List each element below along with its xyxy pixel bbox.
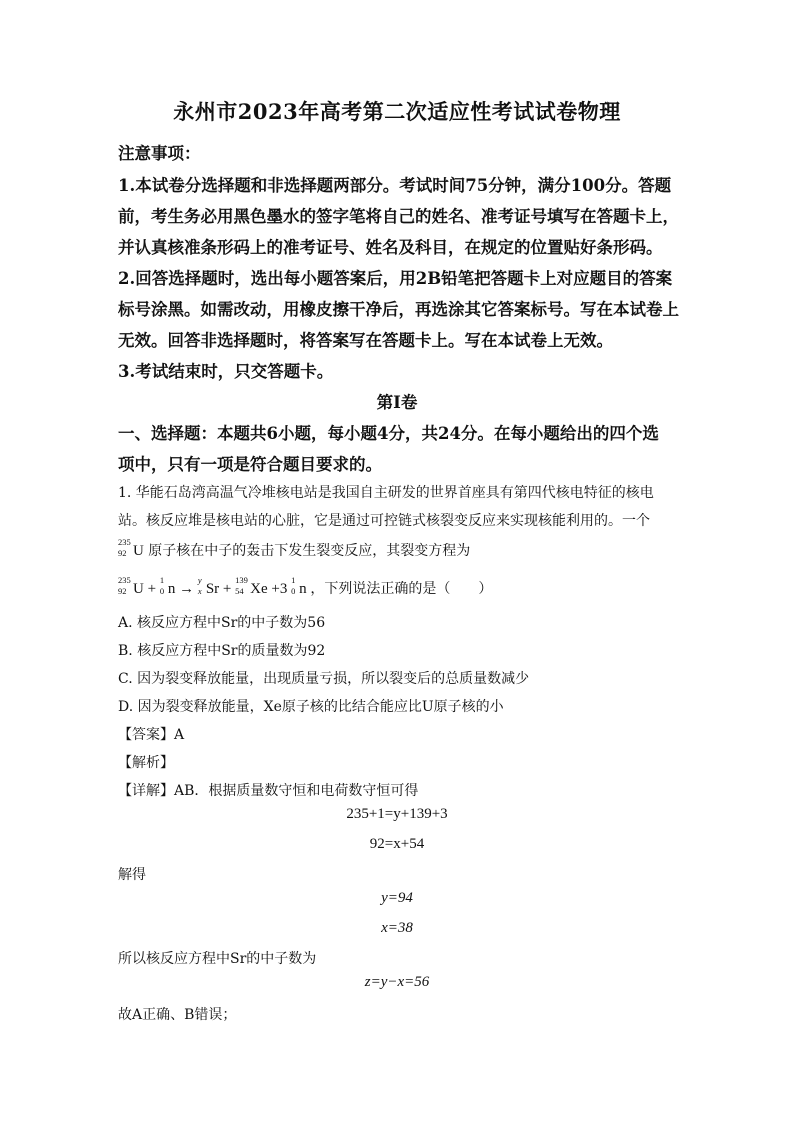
detail-text: 【详解】AB．根据质量数守恒和电荷数守恒可得: [118, 783, 419, 799]
option-b: B. 核反应方程中Sr的质量数为92: [118, 643, 326, 659]
exam-title: 永州市2023年高考第二次适应性考试试卷物理: [173, 99, 621, 124]
equation-mass: 235+1=y+139+3: [346, 806, 448, 822]
notice-line: 并认真核准条形码上的准考证号、姓名及科目，在规定的位置贴好条形码。: [118, 238, 663, 257]
question-text: 站。核反应堆是核电站的心脏，它是通过可控链式核裂变反应来实现核能利用的。一个: [118, 513, 650, 529]
solution-x: x=38: [381, 920, 413, 936]
fission-equation: 235 92 U + 1 0 n → y x Sr + 139 54 Xe +3 1 0 n ，下列说法正确的是（ ）: [118, 575, 493, 598]
notice-line: 1.本试卷分选择题和非选择题两部分。考试时间75分钟，满分100分。答题: [118, 176, 672, 195]
section-heading: 项中，只有一项是符合题目要求的。: [118, 455, 382, 474]
nucleus-sr: y x Sr: [197, 575, 220, 598]
reaction-arrow: →: [179, 581, 195, 597]
conclusion-text: 故A正确、B错误；: [118, 1007, 237, 1023]
uranium-nucleus: 235 92 U: [118, 536, 144, 559]
notice-line: 2.回答选择题时，选出每小题答案后，用2B铅笔把答题卡上对应题目的答案: [118, 269, 673, 288]
solution-y: y=94: [381, 890, 413, 906]
notice-line: 前，考生务必用黑色墨水的签字笔将自己的姓名、准考证号填写在答题卡上，: [118, 207, 679, 226]
option-c: C. 因为裂变释放能量，出现质量亏损，所以裂变后的总质量数减少: [118, 671, 530, 687]
section-heading: 一、选择题：本题共6小题，每小题4分，共24分。在每小题给出的四个选: [118, 424, 659, 443]
notice-line: 3.考试结束时，只交答题卡。: [118, 362, 334, 381]
notice-line: 标号涂黑。如需改动，用橡皮擦干净后，再选涂其它答案标号。写在本试卷上: [118, 300, 679, 319]
nucleus-xe: 139 54 Xe: [235, 575, 268, 598]
nucleus-neutron: 1 0 n: [291, 575, 307, 598]
question-text: 1. 华能石岛湾高温气冷堆核电站是我国自主研发的世界首座具有第四代核电特征的核电: [118, 485, 654, 501]
option-d: D. 因为裂变释放能量，Xe原子核的比结合能应比U原子核的小: [118, 699, 504, 715]
answer-label: 【答案】A: [118, 727, 185, 743]
solve-label: 解得: [118, 867, 146, 883]
notice-line: 无效。回答非选择题时，将答案写在答题卡上。写在本试卷上无效。: [118, 331, 613, 350]
nucleus-neutron: 1 0 n: [159, 575, 176, 598]
nucleus-u: 235 92 U: [118, 575, 144, 598]
option-a: A. 核反应方程中Sr的中子数为56: [118, 615, 326, 631]
equation-charge: 92=x+54: [369, 836, 425, 852]
analysis-label: 【解析】: [118, 755, 174, 771]
question-text: 235 92 U 原子核在中子的轰击下发生裂变反应，其裂变方程为: [118, 536, 471, 559]
neutron-text: 所以核反应方程中Sr的中子数为: [118, 951, 317, 967]
volume-heading: 第Ⅰ卷: [376, 393, 418, 412]
neutron-equation: z=y−x=56: [364, 974, 430, 990]
notice-heading: 注意事项：: [118, 144, 201, 163]
